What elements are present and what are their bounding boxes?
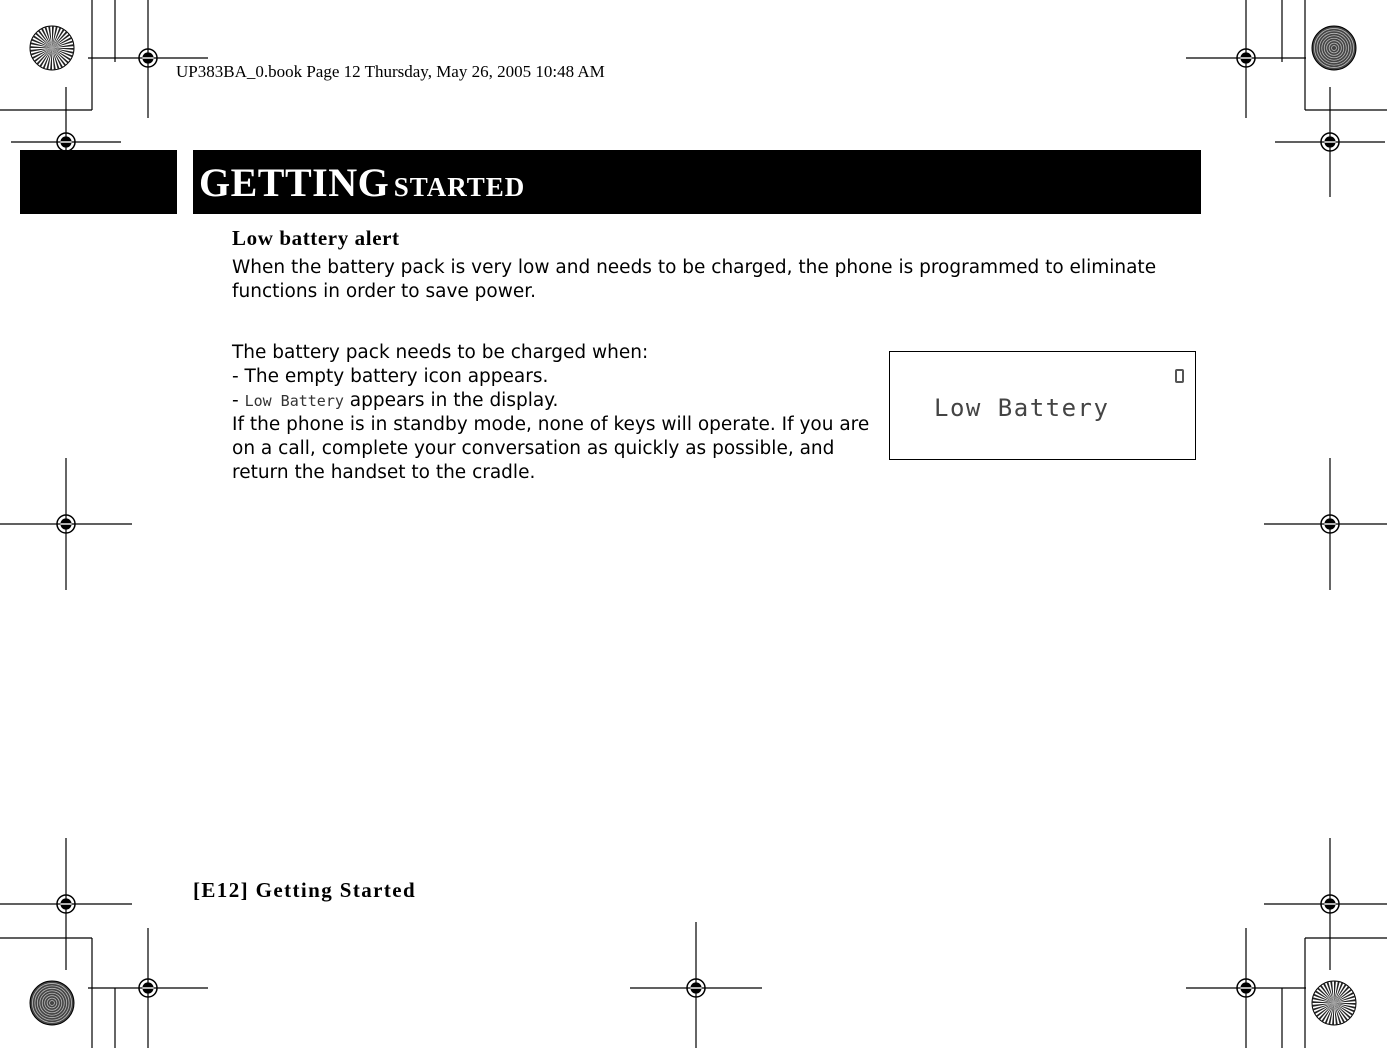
standby-paragraph: If the phone is in standby mode, none of keys will operate. If you are on a call, complete your conversation as quickly as possible, and return the handset to the cradle. xyxy=(232,414,870,483)
color-bar-moire-icon xyxy=(30,981,74,1025)
section-heading: Low battery alert xyxy=(232,226,400,250)
bullet-low-battery xyxy=(232,389,882,413)
book-info-line: UP383BA_0.book Page 12 Thursday, May 26, 2005 10:48 AM xyxy=(176,62,605,81)
chapter-title-bar xyxy=(193,150,1201,214)
intro-paragraph: When the battery pack is very low and needs to be charged, the phone is programmed to eliminate functions in order to save power. xyxy=(232,257,1157,302)
bullet-suffix: appears in the display. xyxy=(343,390,559,411)
lcd-display-text: Low Battery xyxy=(934,394,1110,422)
footer-page-label: [E12] Getting Started xyxy=(193,878,417,902)
chapter-title-main: GETTING xyxy=(199,160,390,205)
bullet-prefix: - xyxy=(232,390,245,411)
chapter-title xyxy=(199,159,525,206)
empty-battery-icon xyxy=(1175,369,1184,383)
chapter-tab xyxy=(20,150,177,214)
color-bar-moire-icon xyxy=(1312,26,1356,70)
chapter-title-rest: STARTED xyxy=(393,172,526,202)
charge-when-text: The battery pack needs to be charged when: xyxy=(232,342,649,363)
charge-conditions xyxy=(232,341,882,485)
lcd-inline-text: Low Battery xyxy=(244,392,344,410)
lcd-display xyxy=(889,351,1196,460)
bullet-empty-battery: - The empty battery icon appears. xyxy=(232,366,549,387)
